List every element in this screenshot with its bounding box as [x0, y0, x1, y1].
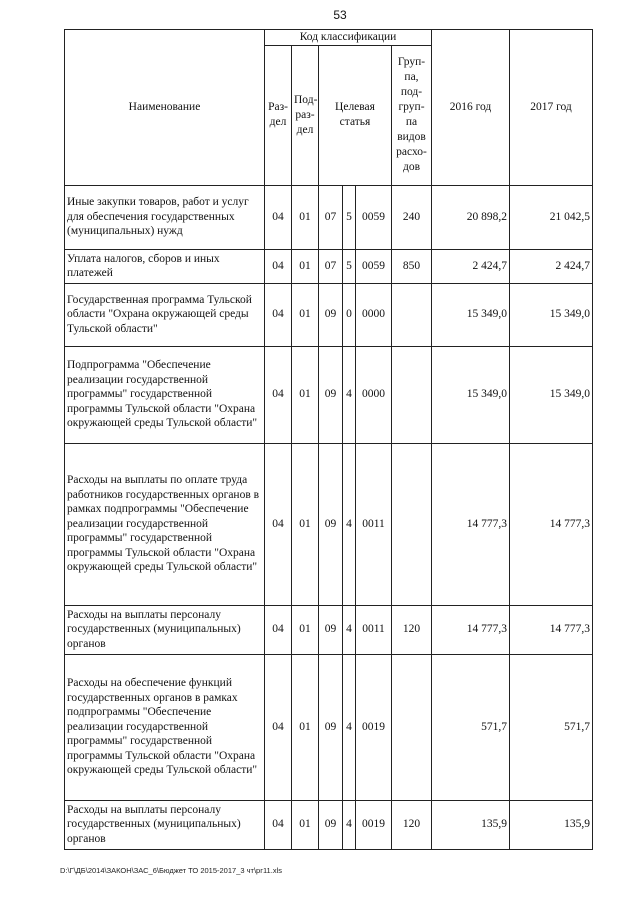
row-podrazdel: 01 [292, 443, 319, 605]
row-2016: 20 898,2 [432, 185, 510, 249]
row-name: Расходы на выплаты по оплате труда работников государственных органов в рамках подпрограммы "Обеспечение реализации государственной программы" государственной программы Тульской области "Охрана окружающей среды Тульской области" [65, 443, 265, 605]
row-cs-subprogram: 4 [343, 605, 356, 654]
row-2016: 14 777,3 [432, 605, 510, 654]
row-name: Иные закупки товаров, работ и услуг для обеспечения государственных (муниципальных) нужд [65, 185, 265, 249]
row-2017: 14 777,3 [510, 443, 593, 605]
row-cs-program: 09 [319, 283, 343, 346]
row-name: Подпрограмма "Обеспечение реализации государственной программы" государственной программы Тульской области "Охрана окружающей среды Тульской области" [65, 346, 265, 443]
row-2016: 14 777,3 [432, 443, 510, 605]
row-podrazdel: 01 [292, 249, 319, 283]
row-2017: 135,9 [510, 800, 593, 849]
row-cs-subprogram: 4 [343, 654, 356, 800]
row-vr: 850 [392, 249, 432, 283]
row-podrazdel: 01 [292, 185, 319, 249]
header-year-2017: 2017 год [510, 30, 593, 186]
row-cs-direction: 0019 [356, 800, 392, 849]
row-cs-direction: 0000 [356, 346, 392, 443]
row-razdel: 04 [265, 443, 292, 605]
header-expense-group: Груп- па, под- груп- па видов расхо- дов [392, 45, 432, 185]
table-row [65, 283, 593, 346]
row-name: Расходы на обеспечение функций государственных органов в рамках подпрограммы "Обеспечение реализации государственной программы" государственной программы Тульской области "Охрана окружающей среды Тульской области" [65, 654, 265, 800]
row-razdel: 04 [265, 346, 292, 443]
row-2016: 571,7 [432, 654, 510, 800]
budget-table [64, 29, 593, 850]
row-cs-direction: 0011 [356, 605, 392, 654]
row-cs-subprogram: 0 [343, 283, 356, 346]
row-cs-direction: 0019 [356, 654, 392, 800]
row-2017: 571,7 [510, 654, 593, 800]
row-podrazdel: 01 [292, 605, 319, 654]
table-row [65, 346, 593, 443]
row-cs-direction: 0059 [356, 249, 392, 283]
table-row [65, 800, 593, 849]
row-2016: 15 349,0 [432, 346, 510, 443]
row-cs-program: 09 [319, 800, 343, 849]
header-section: Раз- дел [265, 45, 292, 185]
row-vr [392, 443, 432, 605]
table-row [65, 605, 593, 654]
table-row [65, 443, 593, 605]
row-2017: 15 349,0 [510, 346, 593, 443]
row-cs-program: 07 [319, 185, 343, 249]
row-razdel: 04 [265, 800, 292, 849]
row-razdel: 04 [265, 249, 292, 283]
row-cs-program: 09 [319, 443, 343, 605]
row-razdel: 04 [265, 283, 292, 346]
row-podrazdel: 01 [292, 283, 319, 346]
row-vr [392, 654, 432, 800]
row-podrazdel: 01 [292, 346, 319, 443]
row-2017: 21 042,5 [510, 185, 593, 249]
table-row [65, 654, 593, 800]
row-vr [392, 283, 432, 346]
row-razdel: 04 [265, 654, 292, 800]
file-path-footer: D:\Г\ДБ\2014\ЗАКОН\ЗАС_6\Бюджет ТО 2015-2017_3 чт\рг11.xls [60, 866, 282, 875]
page-number: 53 [333, 8, 347, 22]
row-cs-program: 07 [319, 249, 343, 283]
header-code: Код классификации [265, 30, 432, 46]
row-cs-subprogram: 4 [343, 800, 356, 849]
row-2017: 15 349,0 [510, 283, 593, 346]
row-cs-subprogram: 5 [343, 249, 356, 283]
header-target-item: Целевая статья [319, 45, 392, 185]
row-2016: 135,9 [432, 800, 510, 849]
row-cs-program: 09 [319, 346, 343, 443]
row-vr: 240 [392, 185, 432, 249]
header-name: Наименование [65, 30, 265, 186]
row-razdel: 04 [265, 185, 292, 249]
table-row [65, 185, 593, 249]
row-cs-direction: 0000 [356, 283, 392, 346]
header-subsection: Под- раз- дел [292, 45, 319, 185]
table-row [65, 249, 593, 283]
row-vr [392, 346, 432, 443]
row-cs-program: 09 [319, 605, 343, 654]
row-name: Уплата налогов, сборов и иных платежей [65, 249, 265, 283]
row-2017: 14 777,3 [510, 605, 593, 654]
row-2016: 2 424,7 [432, 249, 510, 283]
row-cs-direction: 0011 [356, 443, 392, 605]
row-name: Расходы на выплаты персоналу государственных (муниципальных) органов [65, 800, 265, 849]
row-cs-subprogram: 4 [343, 346, 356, 443]
row-cs-direction: 0059 [356, 185, 392, 249]
row-podrazdel: 01 [292, 800, 319, 849]
row-2016: 15 349,0 [432, 283, 510, 346]
header-year-2016: 2016 год [432, 30, 510, 186]
row-vr: 120 [392, 800, 432, 849]
row-cs-program: 09 [319, 654, 343, 800]
row-name: Расходы на выплаты персоналу государственных (муниципальных) органов [65, 605, 265, 654]
row-cs-subprogram: 5 [343, 185, 356, 249]
row-2017: 2 424,7 [510, 249, 593, 283]
row-razdel: 04 [265, 605, 292, 654]
row-name: Государственная программа Тульской области "Охрана окружающей среды Тульской области" [65, 283, 265, 346]
row-podrazdel: 01 [292, 654, 319, 800]
row-cs-subprogram: 4 [343, 443, 356, 605]
row-vr: 120 [392, 605, 432, 654]
